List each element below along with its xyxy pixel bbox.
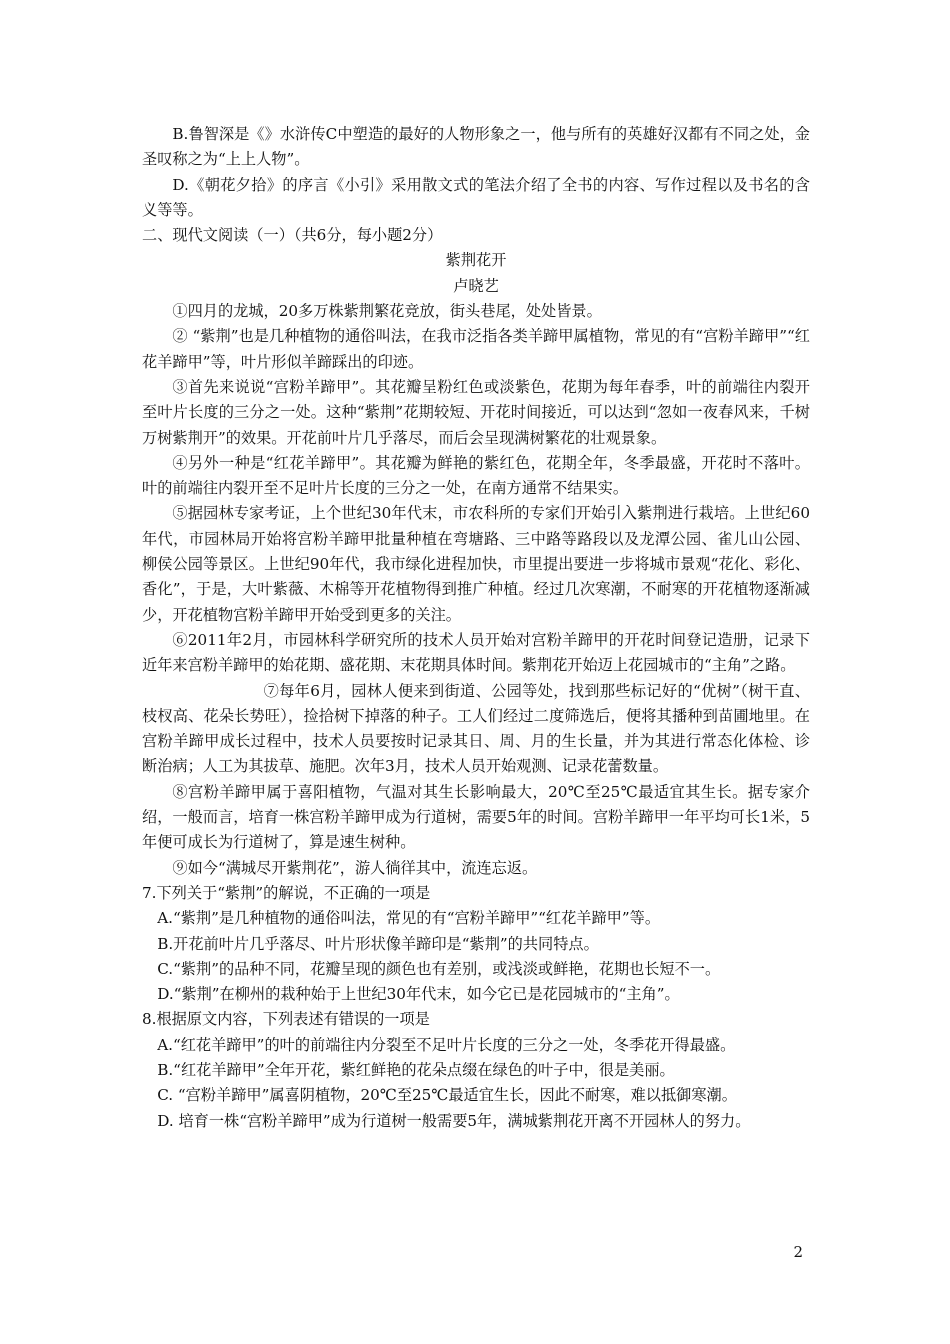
question-7-option-d: D.“紫荆”在柳州的栽种始于上世纪30年代末，如今它已是花园城市的“主角”。 [157,985,680,1004]
article-paragraph-7: ⑦每年6月，园林人便来到街道、公园等处，找到那些标记好的“优树”（树干直、枝杈高、花朵长势旺），捡拾树下掉落的种子。工人们经过二度筛选后，便将其播种到苗圃地里。在宫粉羊蹄甲成长过程中，技术人员要按时记录其日、周、月的生长量，并为其进行常态化体检、诊断治病；人工为其拔草、施肥。次年3月，技术人员开始观测、记录花蕾数量。 [142,681,810,776]
article-paragraph-4: ④另外一种是“红花羊蹄甲”。其花瓣为鲜艳的紫红色，花期全年，冬季最盛，开花时不落叶。叶的前端往内裂开至不足叶片长度的三分之一处，在南方通常不结果实。 [142,453,810,498]
question-8-stem: 8.根据原文内容，下列表述有错误的一项是 [142,1010,430,1029]
question-8-option-c: C. “宫粉羊蹄甲”属喜阴植物，20℃至25℃最适宜生长，因此不耐寒，难以抵御寒潮。 [157,1086,737,1105]
article-paragraph-2: ② “紫荆”也是几种植物的通俗叫法，在我市泛指各类羊蹄甲属植物，常见的有“宫粉羊蹄甲”“红花羊蹄甲”等，叶片形似羊蹄踩出的印迹。 [142,327,810,371]
article-paragraph-1: ①四月的龙城，20多万株紫荆繁花竞放，街头巷尾，处处皆景。 [172,302,602,321]
page-number: 2 [793,1243,803,1261]
option-b-prev: B.鲁智深是《》水浒传C中塑造的最好的人物形象之一，他与所有的英雄好汉都有不同之处，金圣叹称之为“上上人物”。 [142,125,810,169]
article-paragraph-9: ⑨如今“满城尽开紫荆花”，游人徜徉其中，流连忘返。 [172,858,538,877]
question-8-option-a: A.“红花羊蹄甲”的叶的前端往内分裂至不足叶片长度的三分之一处，冬季花开得最盛。 [157,1035,736,1054]
question-7-option-a: A.“紫荆”是几种植物的通俗叫法，常见的有“宫粉羊蹄甲”“红花羊蹄甲”等。 [157,909,661,928]
section-heading: 二、现代文阅读（一）（共6分，每小题2分） [142,226,443,245]
question-7-option-c: C.“紫荆”的品种不同，花瓣呈现的颜色也有差别，或浅淡或鲜艳，花期也长短不一。 [157,959,721,978]
article-paragraph-5: ⑤据园林专家考证，上个世纪30年代末，市农科所的专家们开始引入紫荆进行栽培。上世纪60年代，市园林局开始将宫粉羊蹄甲批量种植在弯塘路、三中路等路段以及龙潭公园、雀儿山公园、柳侯公园等景区。上世纪90年代，我市绿化进程加快，市里提出要进一步将城市景观“花化、彩化、香化”，于是，大叶紫薇、木棉等开花植物得到推广种植。经过几次寒潮，不耐寒的开花植物逐渐减少，开花植物宫粉羊蹄甲开始受到更多的关注。 [142,504,810,624]
question-7-stem: 7.下列关于“紫荆”的解说，不正确的一项是 [142,883,431,902]
article-author: 卢晓艺 [453,276,499,295]
article-title: 紫荆花开 [445,251,507,270]
question-8-option-d: D. 培育一株“宫粉羊蹄甲”成为行道树一般需要5年，满城紫荆花开离不开园林人的努力。 [157,1111,751,1130]
document-page [142,122,810,1134]
question-8-option-b: B.“红花羊蹄甲”全年开花，紫红鲜艳的花朵点缀在绿色的叶子中，很是美丽。 [157,1060,675,1079]
article-paragraph-3: ③首先来说说“宫粉羊蹄甲”。其花瓣呈粉红色或淡紫色，花期为每年春季，叶的前端往内裂开至叶片长度的三分之一处。这种“紫荆”花期较短、开花时间接近，可以达到“忽如一夜春风来，千树万树紫荆开”的效果。开花前叶片几乎落尽，而后会呈现满树繁花的壮观景象。 [142,377,810,447]
article-paragraph-8: ⑧宫粉羊蹄甲属于喜阳植物，气温对其生长影响最大，20℃至25℃最适宜其生长。据专家介绍，一般而言，培育一株宫粉羊蹄甲成为行道树，需要5年的时间。宫粉羊蹄甲一年平均可长1米，5年便可成长为行道树了，算是速生树种。 [142,782,810,852]
option-d-prev: D.《朝花夕拾》的序言《小引》采用散文式的笔法介绍了全书的内容、写作过程以及书名的含义等等。 [142,175,810,219]
article-paragraph-6: ⑥2011年2月，市园林科学研究所的技术人员开始对宫粉羊蹄甲的开花时间登记造册，记录下近年来宫粉羊蹄甲的始花期、盛花期、末花期具体时间。紫荆花开始迈上花园城市的“主角”之路。 [142,630,810,675]
question-7-option-b: B.开花前叶片几乎落尽、叶片形状像羊蹄印是“紫荆”的共同特点。 [157,934,599,953]
